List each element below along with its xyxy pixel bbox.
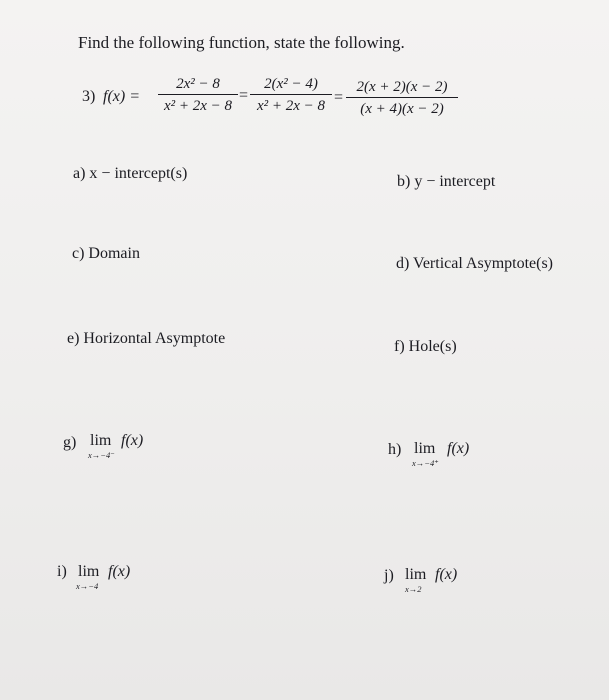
fraction-2 — [250, 75, 332, 115]
limit-h-word: lim — [414, 440, 436, 457]
function-lhs: f(x) = — [103, 88, 140, 105]
part-g-label: g) — [63, 434, 77, 451]
fraction-3 — [346, 78, 458, 118]
limit-g-function: f(x) — [121, 432, 144, 449]
part-b-label: b) y − intercept — [397, 173, 496, 190]
fraction-2-bar — [250, 94, 332, 95]
fraction-2-numerator: 2(x² − 4) — [264, 76, 318, 92]
fraction-1-bar — [158, 94, 238, 95]
fraction-1-denominator: x² + 2x − 8 — [163, 98, 233, 114]
limit-g-approach: x→−4⁻ — [88, 450, 115, 460]
fraction-2-denominator: x² + 2x − 8 — [256, 98, 326, 114]
problem-number: 3) — [82, 88, 96, 105]
limit-h-approach: x→−4⁺ — [412, 458, 439, 468]
fraction-1-numerator: 2x² − 8 — [176, 76, 220, 92]
limit-j-function: f(x) — [435, 566, 458, 583]
part-a-label: a) x − intercept(s) — [73, 165, 188, 182]
part-i-label: i) — [57, 563, 67, 580]
limit-i-function: f(x) — [108, 563, 131, 580]
part-j-label: j) — [384, 567, 394, 584]
fraction-3-denominator: (x + 4)(x − 2) — [360, 101, 444, 117]
limit-j-word: lim — [405, 566, 427, 583]
part-f-label: f) Hole(s) — [394, 338, 457, 355]
part-c-label: c) Domain — [72, 245, 140, 262]
part-h-label: h) — [388, 441, 402, 458]
equals-1: = — [239, 87, 249, 104]
fraction-3-bar — [346, 97, 458, 98]
fraction-1 — [158, 75, 238, 115]
limit-i-approach: x→−4 — [76, 581, 99, 591]
part-e-label: e) Horizontal Asymptote — [67, 330, 226, 347]
instructions: Find the following function, state the following. — [78, 33, 405, 52]
part-d-label: d) Vertical Asymptote(s) — [396, 255, 554, 272]
equals-2: = — [334, 89, 344, 106]
limit-g-word: lim — [90, 432, 112, 449]
limit-j-approach: x→2 — [405, 584, 422, 594]
fraction-3-numerator: 2(x + 2)(x − 2) — [356, 79, 448, 95]
limit-h-function: f(x) — [447, 440, 470, 457]
limit-i-word: lim — [78, 563, 100, 580]
